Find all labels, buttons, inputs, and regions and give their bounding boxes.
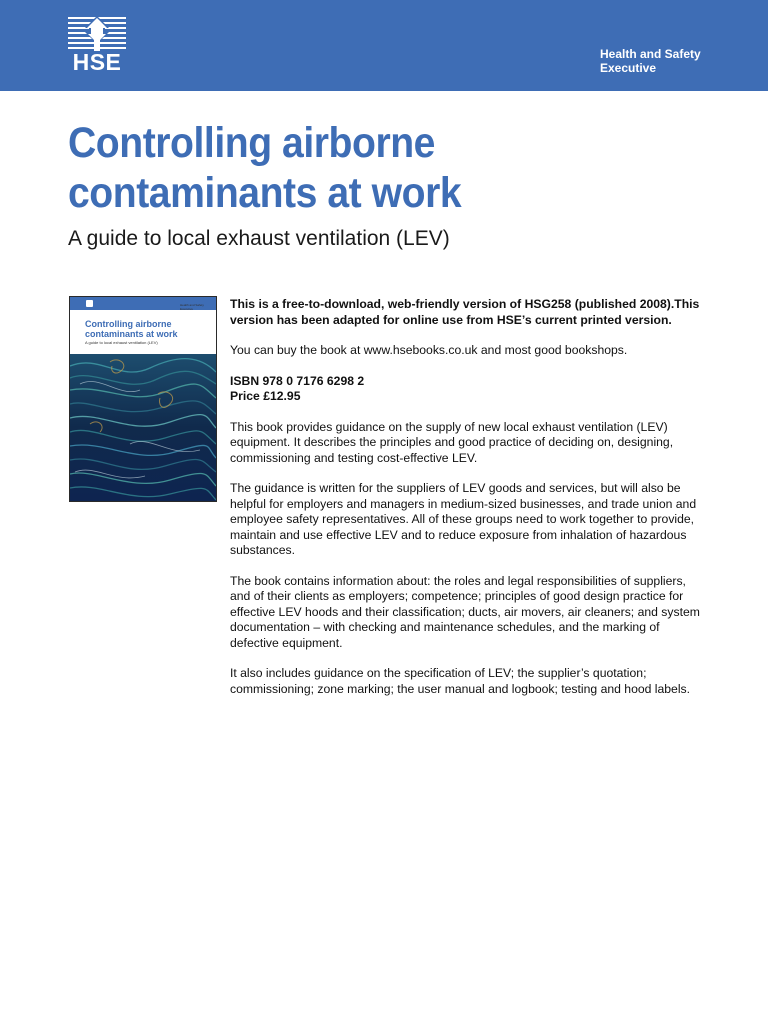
buy-info-paragraph: You can buy the book at www.hsebooks.co.uk and most good bookshops. — [230, 343, 628, 357]
airflow-artwork-icon — [70, 354, 216, 501]
org-line-1: Health and Safety — [600, 47, 701, 61]
cover-title-line-2: contaminants at work — [85, 329, 178, 339]
title-line-1: Controlling airborne — [68, 119, 435, 167]
body-paragraph: This book provides guidance on the supply of new local exhaust ventilation (LEV) equipment. It describes the principles and good practice of deciding on, designing, commissioning and testing cost-effective LEV. — [230, 419, 674, 465]
body-paragraph: It also includes guidance on the specification of LEV; the supplier’s quotation; commissioning; zone marking; the user manual and logbook; testing and hood labels. — [230, 666, 691, 696]
cover-title-line-1: Controlling airborne — [85, 319, 172, 329]
cover-subtitle: A guide to local exhaust ventilation (LEV) — [85, 340, 158, 345]
page-subtitle: A guide to local exhaust ventilation (LEV) — [68, 227, 450, 250]
body-paragraph: The book contains information about: the roles and legal responsibilities of suppliers, and of their clients as employers; competence; principles of good design practice for effective LEV hoods and their classification; ducts, air movers, air cleaners; and system documentation – with checking and maintenance schedules, and the marking of defective equipment. — [230, 573, 700, 650]
cover-title — [85, 319, 210, 339]
title-line-2: contaminants at work — [68, 169, 462, 217]
book-cover-image — [69, 296, 217, 502]
org-line-2: Executive — [600, 61, 657, 75]
cover-hse-logo-icon — [86, 300, 93, 307]
isbn-price-block — [230, 374, 700, 405]
intro-paragraph: This is a free-to-download, web-friendly version of HSG258 (published 2008).This version has been adapted for online use from HSE’s current printed version. — [230, 297, 700, 327]
isbn-text: ISBN 978 0 7176 6298 2 — [230, 373, 365, 388]
header-banner — [0, 0, 768, 91]
page-title — [68, 118, 650, 218]
organisation-name — [600, 47, 730, 75]
cover-org-text: Health and Safety Executive — [180, 303, 204, 311]
description-body — [230, 297, 700, 712]
body-paragraph: The guidance is written for the suppliers of LEV goods and services, but will also be helpful for employers and managers in medium-sized businesses, and trade union and employee safety representatives. All of these groups need to work together to provide, maintain and use effective LEV and to reduce exposure from inhalation of hazardous substances. — [230, 481, 697, 557]
hse-logo-text: HSE — [72, 49, 122, 75]
price-text: Price £12.95 — [230, 389, 301, 403]
